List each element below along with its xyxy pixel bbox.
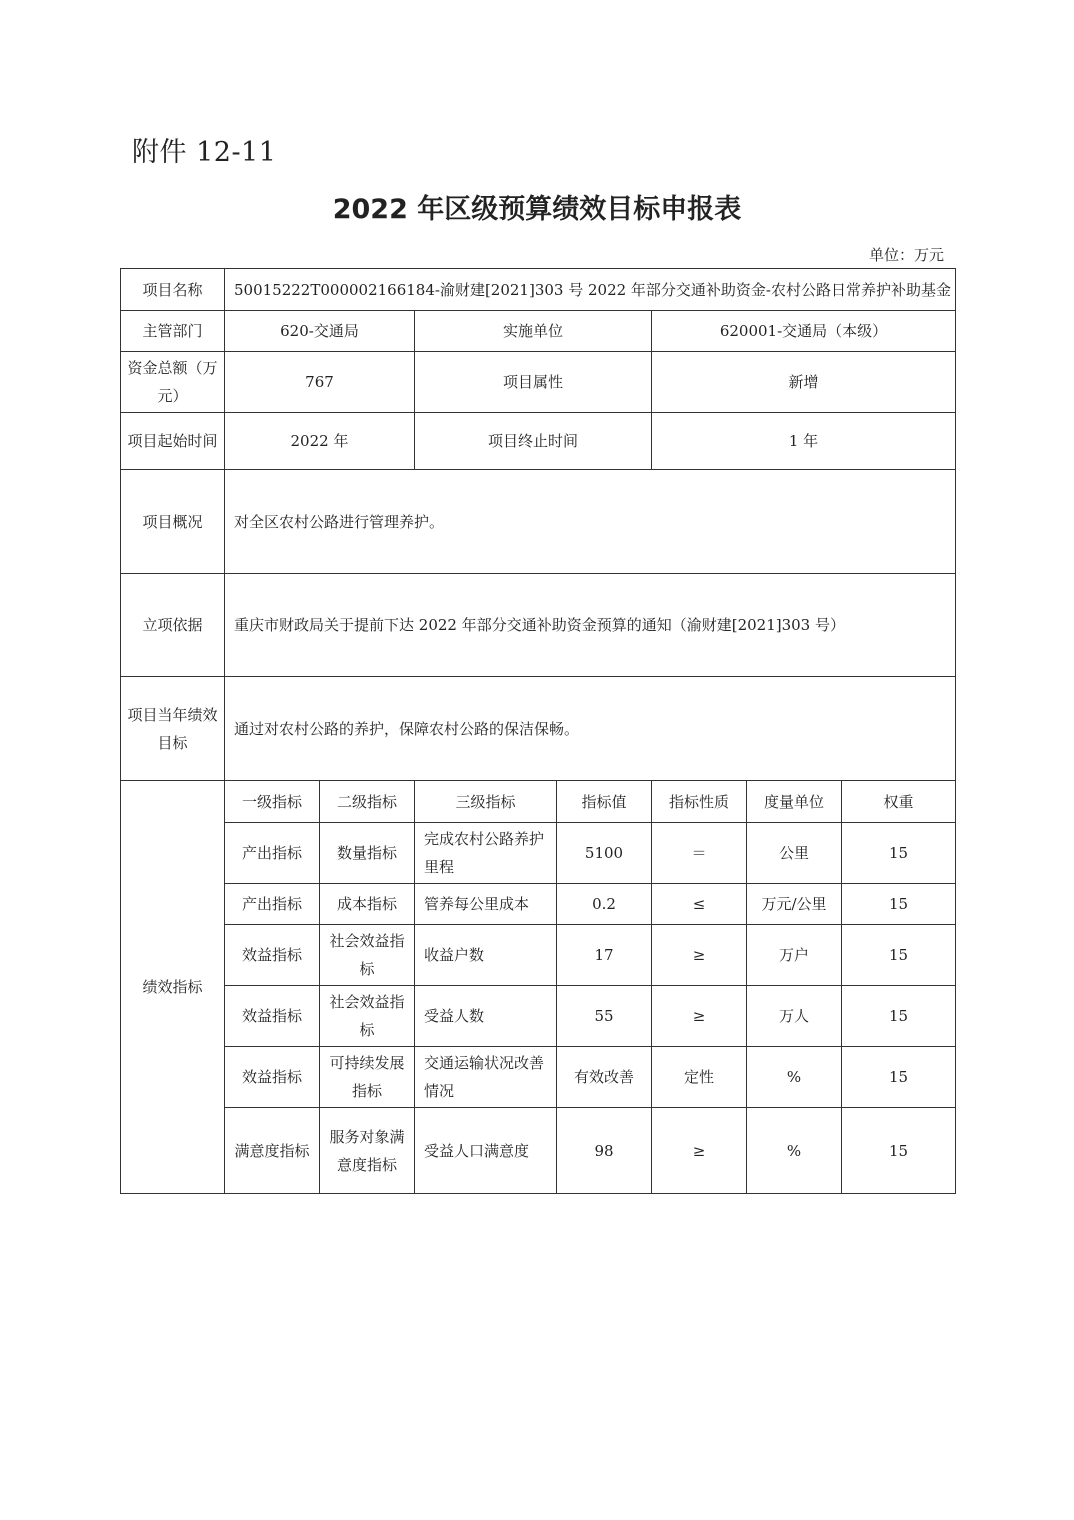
unit-cell: 万户 [747,925,842,986]
header-level2: 二级指标 [320,781,415,823]
level2-cell: 服务对象满意度指标 [320,1108,415,1194]
overview-label: 项目概况 [121,470,225,574]
level1-cell: 效益指标 [225,1047,320,1108]
indicators-section-label: 绩效指标 [121,781,225,1194]
level1-cell: 效益指标 [225,986,320,1047]
department-value: 620-交通局 [225,311,415,352]
value-cell: 0.2 [557,884,652,925]
level2-cell: 可持续发展指标 [320,1047,415,1108]
implementing-unit-label: 实施单位 [415,311,652,352]
level1-cell: 产出指标 [225,884,320,925]
level3-cell: 受益人口满意度 [415,1108,557,1194]
header-level3: 三级指标 [415,781,557,823]
end-time-label: 项目终止时间 [415,413,652,470]
nature-cell: ≥ [652,986,747,1047]
goal-label: 项目当年绩效目标 [121,677,225,781]
nature-cell: ≥ [652,925,747,986]
header-unit: 度量单位 [747,781,842,823]
level3-cell: 完成农村公路养护里程 [415,823,557,884]
unit-label: 单位：万元 [868,246,944,264]
department-label: 主管部门 [121,311,225,352]
table-row [121,1108,956,1194]
project-name-row [121,269,956,311]
level3-cell: 交通运输状况改善情况 [415,1047,557,1108]
budget-performance-table [120,268,956,1194]
level3-cell: 管养每公里成本 [415,884,557,925]
fund-total-value: 767 [225,352,415,413]
nature-cell: ＝ [652,823,747,884]
project-name-value: 50015222T000002166184-渝财建[2021]303 号 2022 年部分交通补助资金-农村公路日常养护补助基金 [225,269,956,311]
header-value: 指标值 [557,781,652,823]
value-cell: 98 [557,1108,652,1194]
attachment-number: 附件 12-11 [132,137,277,168]
project-attribute-value: 新增 [652,352,956,413]
value-cell: 5100 [557,823,652,884]
level1-cell: 满意度指标 [225,1108,320,1194]
implementing-unit-value: 620001-交通局（本级） [652,311,956,352]
header-nature: 指标性质 [652,781,747,823]
indicator-header-row [121,781,956,823]
start-time-label: 项目起始时间 [121,413,225,470]
weight-cell: 15 [842,1108,956,1194]
basis-value: 重庆市财政局关于提前下达 2022 年部分交通补助资金预算的通知（渝财建[2021]303 号） [225,574,956,677]
table-row [121,925,956,986]
level3-cell: 受益人数 [415,986,557,1047]
weight-cell: 15 [842,1047,956,1108]
table-row [121,823,956,884]
header-weight: 权重 [842,781,956,823]
level2-cell: 成本指标 [320,884,415,925]
value-cell: 有效改善 [557,1047,652,1108]
table-row [121,1047,956,1108]
level1-cell: 效益指标 [225,925,320,986]
project-attribute-label: 项目属性 [415,352,652,413]
goal-value: 通过对农村公路的养护，保障农村公路的保洁保畅。 [225,677,956,781]
level2-cell: 数量指标 [320,823,415,884]
fund-row [121,352,956,413]
start-time-value: 2022 年 [225,413,415,470]
level3-cell: 收益户数 [415,925,557,986]
table-row [121,884,956,925]
overview-value: 对全区农村公路进行管理养护。 [225,470,956,574]
value-cell: 55 [557,986,652,1047]
goal-row [121,677,956,781]
level2-cell: 社会效益指标 [320,925,415,986]
unit-cell: % [747,1047,842,1108]
weight-cell: 15 [842,986,956,1047]
nature-cell: 定性 [652,1047,747,1108]
header-level1: 一级指标 [225,781,320,823]
period-row [121,413,956,470]
form-title: 2022 年区级预算绩效目标申报表 [332,194,742,225]
unit-cell: 万人 [747,986,842,1047]
weight-cell: 15 [842,823,956,884]
nature-cell: ≥ [652,1108,747,1194]
project-name-label: 项目名称 [121,269,225,311]
basis-label: 立项依据 [121,574,225,677]
level2-cell: 社会效益指标 [320,986,415,1047]
level1-cell: 产出指标 [225,823,320,884]
value-cell: 17 [557,925,652,986]
unit-cell: 万元/公里 [747,884,842,925]
unit-cell: % [747,1108,842,1194]
unit-cell: 公里 [747,823,842,884]
table-row [121,986,956,1047]
department-row [121,311,956,352]
weight-cell: 15 [842,884,956,925]
fund-total-label: 资金总额（万元） [121,352,225,413]
basis-row [121,574,956,677]
nature-cell: ≤ [652,884,747,925]
overview-row [121,470,956,574]
weight-cell: 15 [842,925,956,986]
end-time-value: 1 年 [652,413,956,470]
